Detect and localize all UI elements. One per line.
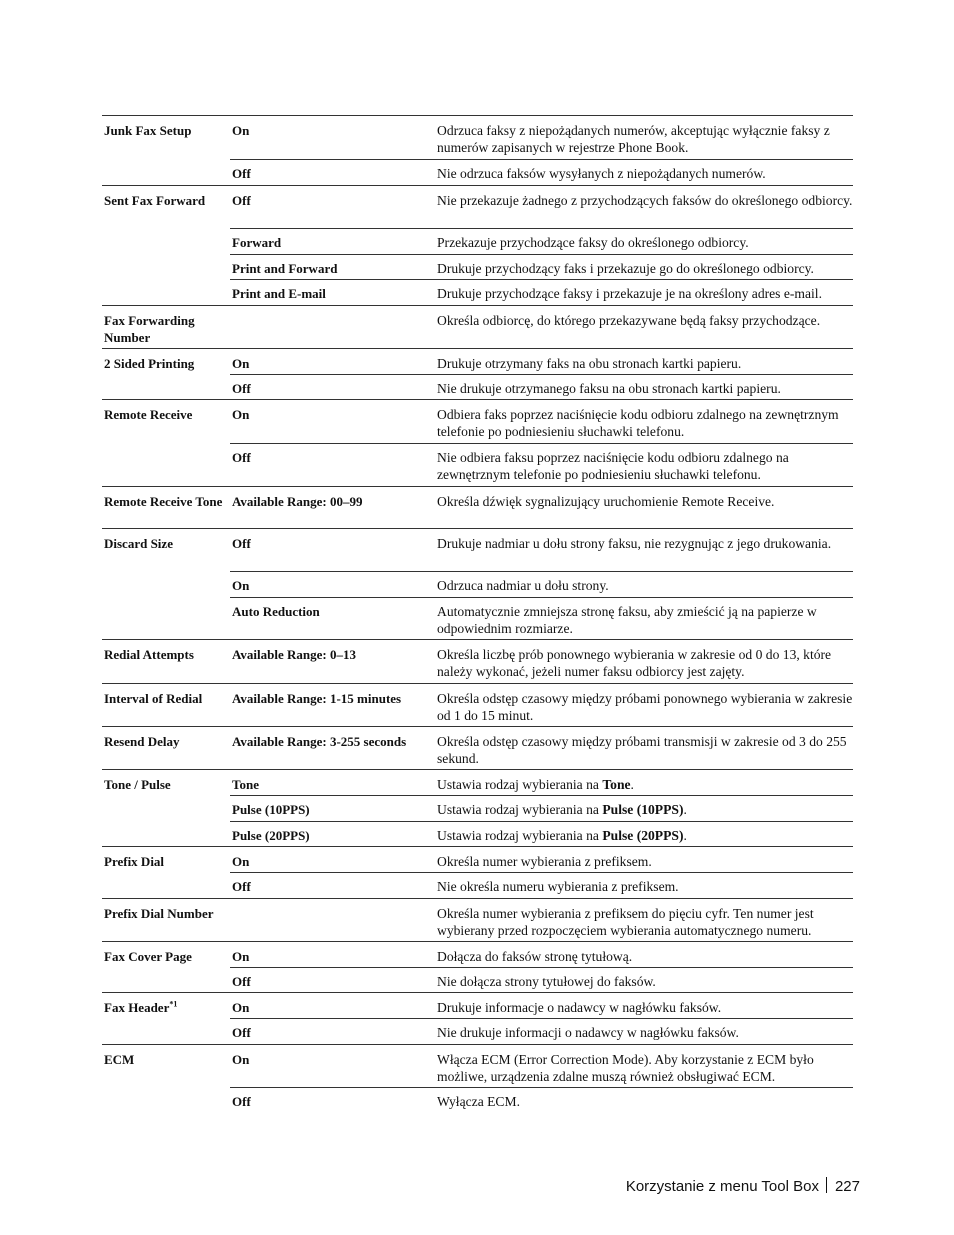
table-row bbox=[102, 486, 853, 529]
setting-option: Off bbox=[232, 974, 251, 989]
table-row bbox=[102, 726, 853, 770]
row-divider bbox=[230, 872, 853, 873]
row-divider bbox=[230, 1018, 853, 1019]
description-text: Określa odbiorcę, do którego przekazywane będą faksy przychodzące. bbox=[437, 313, 821, 328]
setting-name-text: Interval of Redial bbox=[104, 691, 203, 706]
table-row bbox=[102, 185, 853, 229]
setting-option: Print and E-mail bbox=[232, 286, 326, 301]
description-text: Określa numer wybierania z prefiksem do pięciu cyfr. Ten numer jest wybierany przed rozpoczęciem wybierania automatycznego numeru. bbox=[437, 906, 814, 938]
setting-name bbox=[104, 493, 226, 510]
table-row bbox=[102, 254, 853, 279]
table-row bbox=[102, 443, 853, 486]
setting-description bbox=[437, 165, 853, 182]
row-divider bbox=[230, 443, 853, 444]
setting-description bbox=[437, 878, 853, 895]
row-divider bbox=[230, 1087, 853, 1088]
description-text: Określa liczbę prób ponownego wybierania w zakresie od 0 do 13, które należy wykonać, jeżeli numer faksu odbiorcy jest zajęty. bbox=[437, 647, 832, 679]
setting-option: Auto Reduction bbox=[232, 604, 320, 619]
setting-name-text: Remote Receive Tone bbox=[104, 494, 223, 509]
setting-option: On bbox=[232, 1052, 250, 1067]
table-row bbox=[102, 846, 853, 873]
setting-option: Off bbox=[232, 450, 251, 465]
setting-name bbox=[104, 948, 226, 965]
setting-description bbox=[437, 948, 853, 965]
setting-description bbox=[437, 380, 853, 397]
setting-name-text: Resend Delay bbox=[104, 734, 180, 749]
description-text: Nie dołącza strony tytułowej do faksów. bbox=[437, 974, 656, 989]
setting-option: Available Range: 1-15 minutes bbox=[232, 691, 402, 706]
table-row bbox=[102, 1044, 853, 1088]
setting-option: Pulse (20PPS) bbox=[232, 828, 310, 843]
description-tail: . bbox=[683, 802, 687, 817]
row-divider bbox=[230, 374, 853, 375]
footnote-marker: *1 bbox=[169, 999, 178, 1009]
setting-option: Forward bbox=[232, 235, 282, 250]
setting-description bbox=[437, 1024, 853, 1041]
setting-option: On bbox=[232, 949, 250, 964]
description-text: Ustawia rodzaj wybierania na bbox=[437, 828, 603, 843]
setting-description bbox=[437, 905, 853, 939]
description-tail: . bbox=[683, 828, 687, 843]
setting-option: On bbox=[232, 1000, 250, 1015]
description-text: Określa dźwięk sygnalizujący uruchomienie Remote Receive. bbox=[437, 494, 775, 509]
description-text: Nie określa numeru wybierania z prefiksem. bbox=[437, 879, 679, 894]
table-row bbox=[102, 1087, 853, 1117]
setting-description bbox=[437, 122, 853, 156]
setting-name bbox=[104, 122, 226, 139]
setting-description bbox=[437, 1051, 853, 1085]
footer-section-title: Korzystanie z menu Tool Box bbox=[625, 1178, 819, 1195]
setting-name bbox=[104, 1051, 226, 1068]
description-text: Odrzuca nadmiar u dołu strony. bbox=[437, 578, 609, 593]
setting-name bbox=[104, 999, 226, 1016]
row-divider bbox=[230, 821, 853, 822]
description-emphasis: Pulse (10PPS) bbox=[602, 802, 684, 817]
setting-name-text: Junk Fax Setup bbox=[104, 123, 192, 138]
description-text: Drukuje otrzymany faks na obu stronach kartki papieru. bbox=[437, 356, 742, 371]
row-divider bbox=[230, 967, 853, 968]
description-text: Nie odbiera faksu poprzez naciśnięcie kodu odbioru zdalnego na zewnętrznym telefonie po podniesieniu słuchawki telefonu. bbox=[437, 450, 789, 482]
setting-option: Print and Forward bbox=[232, 261, 338, 276]
setting-name-text: Fax Forwarding Number bbox=[104, 313, 195, 345]
table-row bbox=[102, 898, 853, 942]
setting-name-text: Tone / Pulse bbox=[104, 777, 171, 792]
table-row bbox=[102, 528, 853, 572]
description-text: Określa odstęp czasowy między próbami transmisji w zakresie od 3 do 255 sekund. bbox=[437, 734, 847, 766]
row-divider bbox=[230, 795, 853, 796]
table-row bbox=[102, 795, 853, 821]
setting-description bbox=[437, 285, 853, 302]
setting-description bbox=[437, 493, 853, 510]
description-text: Drukuje przychodzący faks i przekazuje go do określonego odbiorcy. bbox=[437, 261, 814, 276]
setting-name-text: Fax Header bbox=[104, 1000, 170, 1015]
footer-separator bbox=[826, 1177, 827, 1193]
setting-name bbox=[104, 905, 226, 922]
table-row bbox=[102, 683, 853, 727]
setting-description bbox=[437, 801, 853, 818]
setting-description bbox=[437, 776, 853, 793]
setting-description bbox=[437, 577, 853, 594]
setting-description bbox=[437, 260, 853, 277]
table-row bbox=[102, 597, 853, 639]
row-divider bbox=[230, 597, 853, 598]
table-row bbox=[102, 967, 853, 992]
description-text: Wyłącza ECM. bbox=[437, 1094, 520, 1109]
setting-description bbox=[437, 690, 853, 724]
description-text: Drukuje informacje o nadawcy w nagłówku faksów. bbox=[437, 1000, 722, 1015]
table-row bbox=[102, 305, 853, 349]
setting-description bbox=[437, 733, 853, 767]
setting-description bbox=[437, 312, 853, 329]
setting-name bbox=[104, 733, 226, 750]
setting-name bbox=[104, 690, 226, 707]
description-text: Określa numer wybierania z prefiksem. bbox=[437, 854, 652, 869]
setting-description bbox=[437, 449, 853, 483]
table-row bbox=[102, 399, 853, 444]
table-row bbox=[102, 941, 853, 968]
setting-name bbox=[104, 776, 226, 793]
setting-description bbox=[437, 1093, 853, 1110]
description-text: Ustawia rodzaj wybierania na bbox=[437, 777, 603, 792]
setting-option: On bbox=[232, 578, 250, 593]
setting-description bbox=[437, 355, 853, 372]
description-text: Określa odstęp czasowy między próbami ponownego wybierania w zakresie od 1 do 15 minut. bbox=[437, 691, 853, 723]
description-text: Nie drukuje otrzymanego faksu na obu stronach kartki papieru. bbox=[437, 381, 781, 396]
page-number: 227 bbox=[834, 1178, 860, 1195]
table-row bbox=[102, 1018, 853, 1044]
table-row bbox=[102, 872, 853, 898]
setting-name bbox=[104, 312, 226, 346]
description-text: Drukuje przychodzące faksy i przekazuje je na określony adres e-mail. bbox=[437, 286, 822, 301]
setting-description bbox=[437, 853, 853, 870]
setting-option: Tone bbox=[232, 777, 259, 792]
setting-name-text: Fax Cover Page bbox=[104, 949, 192, 964]
row-divider bbox=[230, 159, 853, 160]
setting-name bbox=[104, 853, 226, 870]
table-row bbox=[102, 992, 853, 1019]
setting-description bbox=[437, 973, 853, 990]
description-tail: . bbox=[630, 777, 634, 792]
description-text: Drukuje nadmiar u dołu strony faksu, nie rezygnując z jego drukowania. bbox=[437, 536, 832, 551]
setting-option: Off bbox=[232, 536, 251, 551]
description-text: Nie drukuje informacji o nadawcy w nagłówku faksów. bbox=[437, 1025, 739, 1040]
setting-option: Pulse (10PPS) bbox=[232, 802, 310, 817]
table-row bbox=[102, 639, 853, 684]
setting-description bbox=[437, 603, 853, 637]
setting-name bbox=[104, 646, 226, 663]
table-row bbox=[102, 571, 853, 597]
description-text: Dołącza do faksów stronę tytułową. bbox=[437, 949, 633, 964]
table-row bbox=[102, 348, 853, 375]
description-emphasis: Tone bbox=[602, 777, 631, 792]
description-text: Odrzuca faksy z niepożądanych numerów, akceptując wyłącznie faksy z numerów zapisanych w rejestrze Phone Book. bbox=[437, 123, 830, 155]
setting-description bbox=[437, 999, 853, 1016]
setting-option: Off bbox=[232, 193, 251, 208]
setting-option: Available Range: 00–99 bbox=[232, 494, 363, 509]
setting-description bbox=[437, 827, 853, 844]
setting-option: On bbox=[232, 854, 250, 869]
setting-description bbox=[437, 535, 853, 552]
description-text: Ustawia rodzaj wybierania na bbox=[437, 802, 603, 817]
setting-name-text: Prefix Dial bbox=[104, 854, 165, 869]
setting-description bbox=[437, 234, 853, 251]
row-divider bbox=[230, 279, 853, 280]
row-divider bbox=[230, 228, 853, 229]
description-text: Automatycznie zmniejsza stronę faksu, aby zmieścić ją na papierze w odpowiednim rozmiarze. bbox=[437, 604, 817, 636]
description-text: Włącza ECM (Error Correction Mode). Aby korzystanie z ECM było możliwe, urządzenia zdalne muszą również obsługiwać ECM. bbox=[437, 1052, 814, 1084]
setting-option: On bbox=[232, 356, 250, 371]
setting-option: On bbox=[232, 123, 250, 138]
setting-option: Off bbox=[232, 1094, 251, 1109]
setting-option: Off bbox=[232, 879, 251, 894]
page-footer bbox=[600, 1177, 860, 1195]
setting-option: On bbox=[232, 407, 250, 422]
setting-name-text: Discard Size bbox=[104, 536, 173, 551]
table-row bbox=[102, 115, 853, 160]
description-text: Nie przekazuje żadnego z przychodzących faksów do określonego odbiorcy. bbox=[437, 193, 853, 208]
setting-name-text: Prefix Dial Number bbox=[104, 906, 214, 921]
setting-name bbox=[104, 355, 226, 372]
setting-name-text: 2 Sided Printing bbox=[104, 356, 195, 371]
description-text: Nie odrzuca faksów wysyłanych z niepożądanych numerów. bbox=[437, 166, 766, 181]
table-row bbox=[102, 159, 853, 185]
setting-option: Off bbox=[232, 1025, 251, 1040]
setting-option: Available Range: 0–13 bbox=[232, 647, 356, 662]
description-text: Przekazuje przychodzące faksy do określonego odbiorcy. bbox=[437, 235, 749, 250]
setting-option: Off bbox=[232, 381, 251, 396]
setting-name-text: ECM bbox=[104, 1052, 135, 1067]
setting-option: Off bbox=[232, 166, 251, 181]
setting-name-text: Sent Fax Forward bbox=[104, 193, 206, 208]
table-row bbox=[102, 228, 853, 254]
row-divider bbox=[230, 571, 853, 572]
description-emphasis: Pulse (20PPS) bbox=[602, 828, 684, 843]
setting-description bbox=[437, 406, 853, 440]
table-row bbox=[102, 374, 853, 399]
description-text: Odbiera faks poprzez naciśnięcie kodu odbioru zdalnego na zewnętrznym telefonie po podniesieniu słuchawki telefonu. bbox=[437, 407, 839, 439]
setting-name-text: Remote Receive bbox=[104, 407, 193, 422]
setting-name bbox=[104, 192, 226, 209]
table-row bbox=[102, 279, 853, 305]
setting-name bbox=[104, 406, 226, 423]
setting-option: Available Range: 3-255 seconds bbox=[232, 734, 407, 749]
setting-name-text: Redial Attempts bbox=[104, 647, 194, 662]
setting-description bbox=[437, 192, 853, 209]
row-divider bbox=[230, 254, 853, 255]
table-row bbox=[102, 769, 853, 796]
table-row bbox=[102, 821, 853, 846]
setting-description bbox=[437, 646, 853, 680]
setting-name bbox=[104, 535, 226, 552]
